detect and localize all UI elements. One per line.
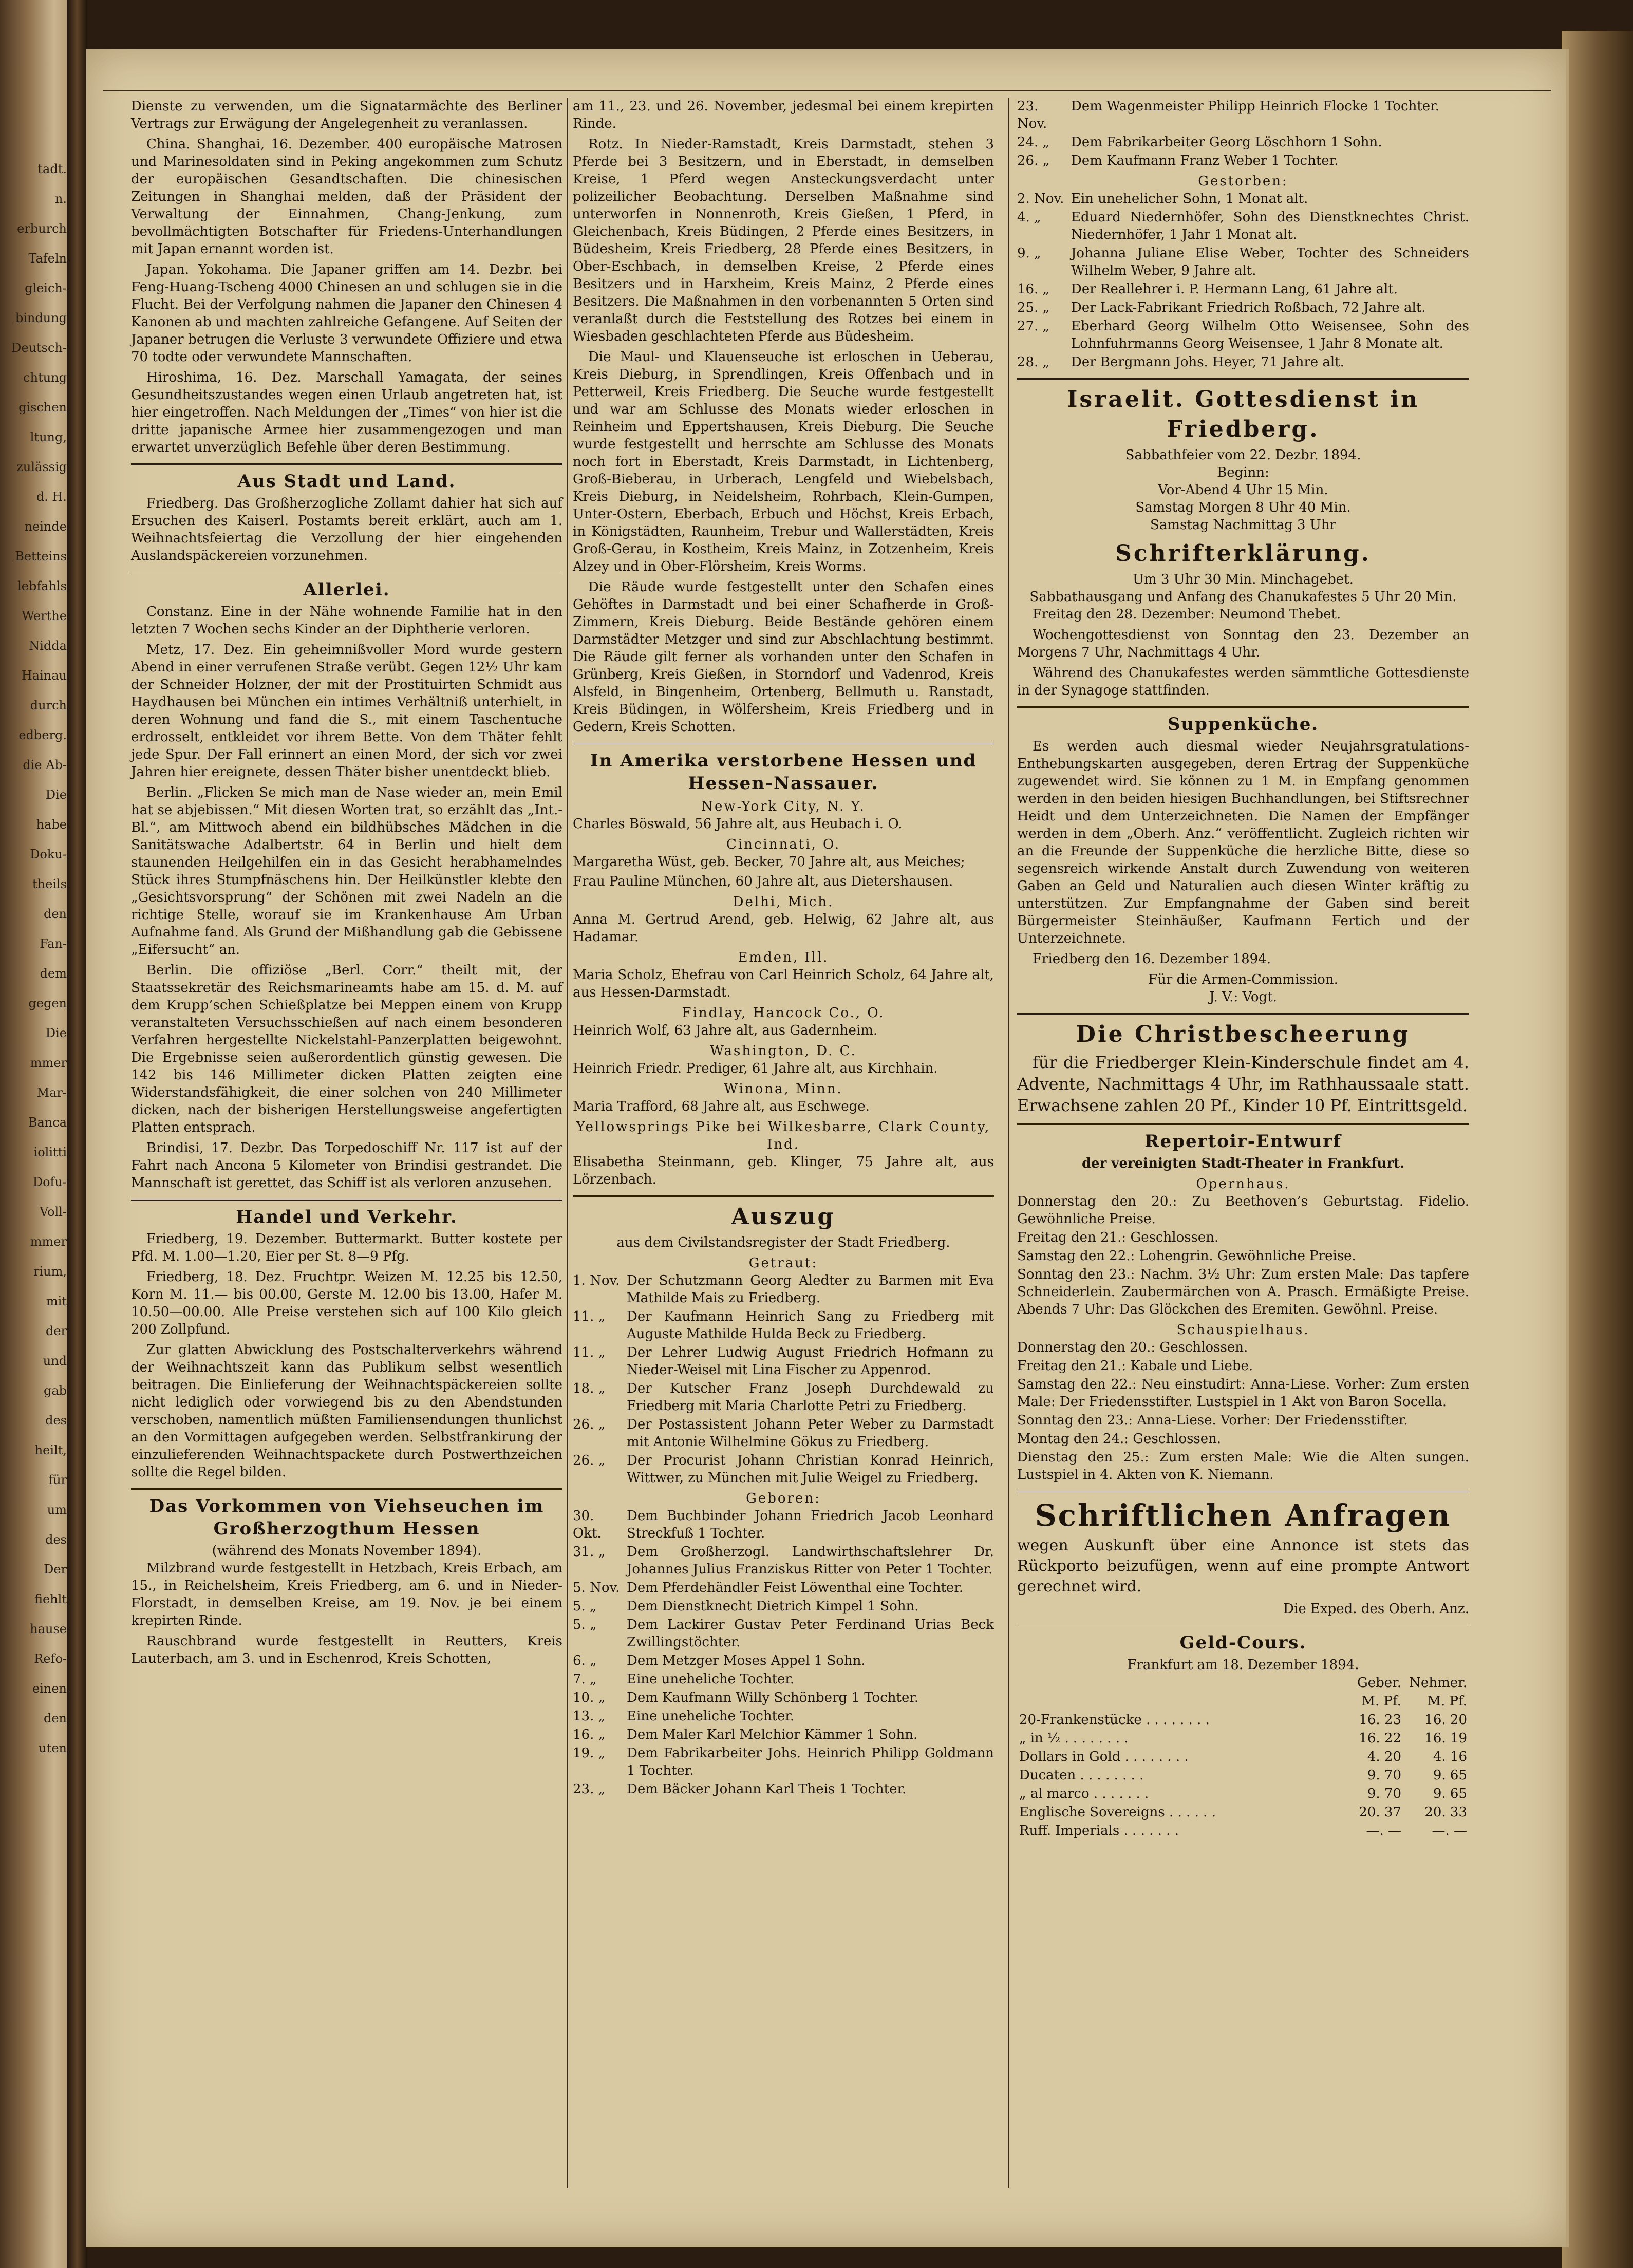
birth-record [573,1726,994,1744]
margin-fragment: habe [36,817,67,832]
section-heading: In Amerika verstorbene Hessen und Hessen-Nassauer. [590,751,977,794]
marriage-record [573,1416,994,1451]
announcement-signature: J. V.: Vogt. [1209,989,1277,1005]
column-header: M. Pf. [1427,1694,1467,1709]
obituary-entry: Heinrich Friedr. Prediger, 61 Jahre alt, aus Kirchhain. [573,1061,938,1076]
marriage-record [573,1380,994,1415]
section-heading: Repertoir-Entwurf [1144,1131,1342,1152]
margin-fragment: n. [54,192,67,206]
section-heading: Israelit. Gottesdienst in Friedberg. [1066,386,1420,442]
record-text: Dem Maler Karl Melchior Kämmer 1 Sohn. [627,1727,918,1742]
table-cell: 9. 70 [1367,1768,1401,1783]
margin-fragment: gischen [18,400,67,415]
city-name: Emden, Ill. [738,950,829,965]
obituary-entry: Charles Böswald, 56 Jahre alt, aus Heubach i. O. [573,816,903,832]
record-date: 13. „ [573,1709,606,1724]
table-cell: 4. 16 [1433,1749,1467,1765]
record-date: 26. „ [1017,153,1050,168]
table-cell: Englische Sovereigns . . . . . . [1019,1805,1216,1820]
birth-record [573,1652,994,1670]
divider [1017,1491,1469,1492]
announcement-text: wegen Auskunft über eine Annonce ist stets das Rückporto beizufügen, wenn auf eine prompte Antwort gerechnet wird. [1017,1536,1469,1596]
article-friedberg: Friedberg. Das Großherzogliche Zollamt dahier hat sich auf Ersuchen des Kaiserl. Postamts bereit erklärt, auch am 1. Weihnachtsfeiertag die Verzollung der hier eingehenden Auslandspäckereien vorzunehmen. [131,496,562,564]
table-cell: Dollars in Gold . . . . . . . . [1019,1749,1189,1765]
margin-fragment: uten [39,1741,67,1755]
article-rauschbrand: Rauschbrand wurde festgestellt in Reutters, Kreis Lauterbach, am 3. und in Eschenrod, Kreis Schotten, [131,1634,562,1666]
record-date: 9. „ [1017,246,1041,261]
margin-fragment: Banca [28,1115,67,1130]
margin-fragment: um [47,1503,67,1517]
record-date: 18. „ [573,1381,606,1396]
table-cell: 9. 65 [1433,1786,1467,1802]
record-text: Dem Großherzogl. Landwirthschaftslehrer Dr. Johannes Julius Franziskus Ritter von Peter 1 Tochter. [627,1544,994,1577]
death-record [1017,190,1469,208]
table-cell: —. — [1432,1823,1467,1839]
record-date: 28. „ [1017,354,1050,370]
margin-fragment: einen [32,1681,67,1696]
margin-fragment: gab [43,1383,67,1398]
obituary-entry: Anna M. Gertrud Arend, geb. Helwig, 62 Jahre alt, aus Hadamar. [573,912,994,945]
announcement-signature: Für die Armen-Commission. [1148,972,1338,987]
divider [1017,1123,1469,1125]
currency-table [1017,1674,1469,1840]
margin-fragment: Werthe [22,609,67,623]
record-text: Eberhard Georg Wilhelm Otto Weisensee, Sohn des Lohnfuhrmanns Georg Weisensee, 1 Jahr 8 Monate alt. [1071,318,1469,351]
schedule-entry: Samstag den 22.: Neu einstudirt: Anna-Liese. Vorher: Zum ersten Male: Der Friedensstifter. Lustspiel in 1 Akt von Baron Socella. [1017,1377,1469,1410]
article-maulseuche: Die Maul- und Klauenseuche ist erloschen in Ueberau, Kreis Dieburg, in Sprendlingen, Kreis Offenbach und in Petterweil, Kreis Friedberg. Die Seuche wurde festgestellt und war am Schlusse des Monats wieder erloschen in Reinheim und Eppertshausen, Kreis Dieburg. Die Seuche wurde festgestellt und herrschte am Schlusse des Monats noch fort in Eberstadt, Kreis Darmstadt, in Lichtenberg, Groß-Bieberau, in Urberach, Lengfeld und Wiebelsbach, Kreis Dieburg, in Neidelsheim, Rohrbach, Klein-Gumpen, Unter-Ostern, Eberbach, Erbuch und Höchst, Kreis Erbach, in Königstädten, Raunheim, Trebur und Wallerstädten, Kreis Groß-Gerau, in Kostheim, Kreis Mainz, in Zotzenheim, Kreis Alzey und in Ober-Flörsheim, Kreis Worms. [573,349,994,574]
left-page-fragments [0,154,71,1763]
schedule-entry: Montag den 24.: Geschlossen. [1017,1431,1222,1447]
service-line: Samstag Nachmittag 3 Uhr [1150,517,1336,533]
record-text: Johanna Juliane Elise Weber, Tochter des Schneiders Wilhelm Weber, 9 Jahre alt. [1071,246,1469,278]
table-header [1017,1692,1469,1711]
divider [1017,1625,1469,1626]
service-line: Freitag den 28. Dezember: Neumond Thebet. [1033,607,1341,622]
margin-fragment: den [43,1711,67,1726]
table-row [1017,1711,1469,1729]
article-post: Zur glatten Abwicklung des Postschalterverkehrs während der Weihnachtszeit kann das Publikum selbst wesentlich beitragen. Die Einlieferung der Weihnachtspäckereien sollte nicht lediglich oder vorwiegend bis zu den Abendstunden verschoben, namentlich müßten Familiensendungen thunlichst an den Vormittagen aufgegeben werden. Selbstfrankirung der einzulieferenden Weihnachtspackete durch Postwerthzeichen sollte die Regel bilden. [131,1342,562,1480]
theatre-schedule [1017,1339,1469,1484]
section-subheading: Frankfurt am 18. Dezember 1894. [1127,1657,1359,1673]
schedule-entry: Samstag den 22.: Lohengrin. Gewöhnliche Preise. [1017,1248,1356,1264]
service-line: Um 3 Uhr 30 Min. Minchagebet. [1133,572,1354,587]
death-record [1017,317,1469,352]
column-rule-1 [567,98,568,2188]
margin-fragment: für [48,1473,67,1487]
margin-fragment: zulässig [16,460,67,474]
divider [131,1199,562,1201]
margin-fragment: neinde [24,519,67,534]
service-line: Während des Chanukafestes werden sämmtliche Gottesdienste in der Synagoge stattfinden. [1017,665,1469,698]
section-subheading: aus dem Civilstandsregister der Stadt Friedberg. [616,1235,950,1250]
city-name: Findlay, Hancock Co., O. [682,1005,885,1021]
obituary-entry: Frau Pauline München, 60 Jahre alt, aus Dietershausen. [573,874,953,889]
table-cell: Ducaten . . . . . . . . [1019,1768,1144,1783]
record-date: 24. „ [1017,135,1050,150]
record-text: Dem Kaufmann Willy Schönberg 1 Tochter. [627,1690,919,1705]
marriage-record [573,1308,994,1343]
margin-fragment: rium, [33,1264,67,1279]
book-gutter [67,0,87,2268]
record-date: 1. Nov. [573,1273,620,1288]
record-date: 11. „ [573,1309,606,1324]
record-date: 5. „ [573,1617,597,1633]
obituary-entry: Elisabetha Steinmann, geb. Klinger, 75 Jahre alt, aus Lörzenbach. [573,1154,994,1187]
birth-record [573,1507,994,1542]
table-cell: 9. 70 [1367,1786,1401,1802]
section-heading: Aus Stadt und Land. [237,471,456,492]
table-cell: „ in ½ . . . . . . . . [1019,1731,1129,1746]
record-text: Dem Bäcker Johann Karl Theis 1 Tochter. [627,1782,907,1797]
record-text: Dem Buchbinder Johann Friedrich Jacob Leonhard Streckfuß 1 Tochter. [627,1508,994,1541]
record-date: 19. „ [573,1746,606,1761]
record-text: Der Bergmann Johs. Heyer, 71 Jahre alt. [1071,354,1344,370]
schedule-entry: Sonntag den 23.: Nachm. 3½ Uhr: Zum ersten Male: Das tapfere Schneiderlein. Zaubermärchen von A. Prasch. Ermäßigte Preise. Abends 7 Uhr: Das Glöckchen des Eremiten. Gewöhnl. Preise. [1017,1267,1469,1317]
record-date: 26. „ [573,1453,606,1468]
margin-fragment: die Ab- [23,758,67,772]
death-record [1017,245,1469,279]
schedule-entry: Freitag den 21.: Kabale und Liebe. [1017,1358,1253,1374]
record-date: 16. „ [1017,282,1050,297]
table-cell: 16. 19 [1424,1731,1467,1746]
table-cell: 20. 37 [1359,1805,1401,1820]
birth-record [573,1598,994,1615]
margin-fragment: hause [30,1622,67,1636]
register-label: Geboren: [746,1491,821,1506]
table-cell: 16. 23 [1359,1712,1401,1728]
record-date: 11. „ [573,1345,606,1360]
table-cell: 20-Frankenstücke . . . . . . . . [1019,1712,1210,1728]
article-constanz: Constanz. Eine in der Nähe wohnende Familie hat in den letzten 7 Wochen sechs Kinder an der Diphtherie verloren. [131,604,562,637]
article-milzbrand: Milzbrand wurde festgestellt in Hetzbach, Kreis Erbach, am 15., in Reichelsheim, Kreis Friedberg, am 6. und in Nieder-Florstadt, in demselben Kreise, am 19. Nov. je bei einem krepirten Rinde. [131,1561,562,1628]
service-line: Wochengottesdienst von Sonntag den 23. Dezember an Morgens 7 Uhr, Nachmittags 4 Uhr. [1017,627,1469,660]
margin-fragment: mmer [30,1234,67,1249]
record-text: Dem Kaufmann Franz Weber 1 Tochter. [1071,153,1339,168]
margin-fragment: und [43,1354,67,1368]
table-cell: „ al marco . . . . . . . [1019,1786,1149,1802]
margin-fragment: mit [46,1294,67,1308]
obituary-entry: Heinrich Wolf, 63 Jahre alt, aus Gadernheim. [573,1023,878,1038]
market-butter: Friedberg, 19. Dezember. Buttermarkt. Butter kostete per Pfd. M. 1.00—1.20, Eier per St. 8—9 Pfg. [131,1231,562,1264]
record-text: Eduard Niedernhöfer, Sohn des Dienstknechtes Christ. Niedernhöfer, 1 Jahr 1 Monat alt. [1071,210,1469,242]
city-name: Yellowsprings Pike bei Wilkesbarre, Clark County, Ind. [576,1119,991,1152]
birth-record [1017,98,1469,133]
margin-fragment: erburch [17,221,67,236]
death-list [1017,190,1469,371]
margin-fragment: gegen [28,996,67,1010]
schedule-entry: Freitag den 21.: Geschlossen. [1017,1230,1219,1245]
column-rule-2 [1008,98,1009,2188]
section-heading: Schriftlichen Anfragen [1035,1498,1452,1533]
margin-fragment: mmer [30,1056,67,1070]
city-name: New-York City, N. Y. [701,799,866,814]
death-record [1017,280,1469,298]
venue-name: Schauspielhaus. [1176,1322,1310,1338]
table-cell: 4. 20 [1367,1749,1401,1765]
table-row [1017,1822,1469,1840]
margin-fragment: Tafeln [28,251,67,266]
birth-list [1017,98,1469,170]
margin-fragment: durch [30,698,67,713]
announcement-date: Friedberg den 16. Dezember 1894. [1033,951,1271,967]
column-3 [1017,98,1469,1840]
record-text: Eine uneheliche Tochter. [627,1709,795,1724]
article-text: Dienste zu verwenden, um die Signatarmächte des Berliner Vertrags zur Erwägung der Angelegenheit zu veranlassen. [131,99,562,132]
record-date: 26. „ [573,1417,606,1432]
record-date: 31. „ [573,1544,606,1560]
record-date: 2. Nov. [1017,191,1064,207]
record-text: Der Reallehrer i. P. Hermann Lang, 61 Jahre alt. [1071,282,1398,297]
article-rotz: Rotz. In Nieder-Ramstadt, Kreis Darmstadt, stehen 3 Pferde bei 3 Besitzern, und in Eberstadt, in demselben Kreise, 1 Pferd wegen Ansteckungsverdacht unter polizeilicher Beobachtung. Derselben Maßnahme sind unterworfen in Nonnenroth, Kreis Gießen, 1 Pferd, in Gleichenbach, Kreis Büdingen, 2 Pferde eines Besitzers, in Büdesheim, Kreis Friedberg, 28 Pferde eines Besitzers, in Ober-Eschbach, in demselben Kreise, 2 Pferde eines Besitzers und in Harxheim, Kreis Mainz, 2 Pferde eines Besitzers. Die Maßnahmen in den vorbenannten 5 Orten sind veranlaßt durch die Feststellung des Rotzes bei einem in Wiesbaden geschlachteten Pferde aus Büdesheim. [573,137,994,344]
birth-record [1017,134,1469,151]
register-label: Gestorben: [1198,174,1288,189]
margin-fragment: Nidda [29,639,67,653]
divider [1017,706,1469,708]
register-label: Getraut: [748,1255,818,1271]
record-date: 30. Okt. [573,1508,602,1541]
record-text: Dem Lackirer Gustav Peter Ferdinand Urias Beck Zwillingstöchter. [627,1617,994,1650]
record-text: Der Lehrer Ludwig August Friedrich Hofmann zu Nieder-Weisel mit Lina Fischer zu Appenrod. [627,1345,994,1378]
record-date: 23. Nov. [1017,99,1047,132]
record-text: Der Kutscher Franz Joseph Durchdewald zu Friedberg mit Maria Charlotte Petri zu Friedberg. [627,1381,994,1414]
table-cell: Ruff. Imperials . . . . . . . [1019,1823,1179,1839]
section-heading: Suppenküche. [1167,714,1319,735]
birth-record [573,1579,994,1597]
table-row [1017,1803,1469,1822]
table-cell: 20. 33 [1424,1805,1467,1820]
margin-fragment: Doku- [30,847,67,861]
record-text: Dem Metzger Moses Appel 1 Sohn. [627,1653,866,1669]
birth-record [573,1689,994,1707]
record-date: 5. „ [573,1599,597,1614]
schedule-entry: Donnerstag den 20.: Geschlossen. [1017,1340,1248,1355]
marriage-list [573,1272,994,1487]
city-name: Cincinnati, O. [726,837,841,852]
section-heading: Allerlei. [303,579,390,600]
article-brindisi: Brindisi, 17. Dezbr. Das Torpedoschiff Nr. 117 ist auf der Fahrt nach Ancona 5 Kilometer von Brindisi gestrandet. Die Mannschaft ist gerettet, das Schiff ist als verloren anzusehen. [131,1140,562,1191]
margin-fragment: iolitti [33,1145,67,1159]
section-heading: Die Christbescheerung [1076,1021,1411,1047]
margin-fragment: gleich- [25,281,67,295]
birth-record [573,1671,994,1688]
record-text: Der Postassistent Johann Peter Weber zu Darmstadt mit Antonie Wilhelmine Gökus zu Friedberg. [627,1417,994,1450]
article-berlin-1: Berlin. „Flicken Se mich man de Nase wieder an, mein Emil hat se abjebissen.“ Mit diesen Worten trat, so erzählt das „Int.-Bl.“, am Mittwoch abend ein bildhübsches Mädchen in die Sanitätswache Adalbertstr. 64 in Berlin und hielt dem staunenden Heilgehilfen ein in das Gesicht herabhamelndes Stück ihres Stumpfnäschens hin. Der Heilkünstler klebte den „Gesichtsvorsprung“ der Schönen mit zwei Nadeln an die richtige Stelle, worauf sie im Krankenhause Am Urban Aufnahme fand. Als Grund der Mißhandlung gab die Gebissene „Eifersucht“ an. [131,785,562,958]
table-row [1017,1785,1469,1803]
margin-fragment: Deutsch- [11,341,67,355]
margin-fragment: Voll- [39,1205,67,1219]
article-text: am 11., 23. und 26. November, jedesmal bei einem krepirten Rinde. [573,99,994,132]
margin-fragment: fiehlt [34,1592,67,1606]
schedule-entry: Sonntag den 23.: Anna-Liese. Vorher: Der Friedensstifter. [1017,1413,1408,1428]
opera-schedule [1017,1193,1469,1318]
birth-list [573,1507,994,1798]
margin-fragment: Die [45,1026,67,1040]
table-row [1017,1748,1469,1766]
section-subheading: (während des Monats November 1894). [212,1543,482,1559]
margin-fragment: des [45,1532,67,1547]
column-header: Nehmer. [1409,1675,1467,1691]
margin-fragment: der [45,1324,67,1338]
record-text: Der Schutzmann Georg Aledter zu Barmen mit Eva Mathilde Mais zu Friedberg. [627,1273,994,1306]
table-row [1017,1729,1469,1748]
announcement-text: Es werden auch diesmal wieder Neujahrsgratulations-Enthebungskarten ausgegeben, deren Ertrag der Suppenküche zugewendet wird. Sie können zu 1 M. in Empfang genommen werden in den beiden hiesigen Buchhandlungen, bei Stiftsrechner Heidt und dem Unterzeichneten. Die Namen der Empfänger werden in dem „Oberh. Anz.“ veröffentlicht. Zugleich richten wir an die Freunde der Suppenküche die herzliche Bitte, diese so segensreich wirkende Anstalt durch Zuwendung von weiteren Gaben an Geld und Naturalien auch diesen Winter kräftig zu unterstützen. Zur Empfangnahme der Gaben sind bereit Bürgermeister Steinhäußer, Kaufmann Fertich und der Unterzeichnete. [1017,739,1469,946]
divider [1017,378,1469,380]
birth-record [573,1543,994,1578]
divider [1017,1013,1469,1015]
margin-fragment: Dofu- [32,1175,67,1189]
record-text: Dem Dienstknecht Dietrich Kimpel 1 Sohn. [627,1599,919,1614]
marriage-record [573,1344,994,1379]
service-line: Beginn: [1217,465,1269,480]
record-date: 25. „ [1017,300,1050,315]
record-date: 16. „ [573,1727,606,1742]
table-header [1017,1674,1469,1692]
marriage-record [573,1272,994,1307]
divider [131,1488,562,1490]
record-date: 4. „ [1017,210,1041,225]
record-date: 27. „ [1017,318,1050,334]
margin-fragment: d. H. [36,490,67,504]
margin-fragment: Hainau [21,668,67,683]
schedule-entry: Dienstag den 25.: Zum ersten Male: Wie die Alten sungen. Lustspiel in 4. Akten von K. Niemann. [1017,1450,1469,1483]
service-line: Samstag Morgen 8 Uhr 40 Min. [1135,500,1351,515]
article-berlin-2: Berlin. Die offiziöse „Berl. Corr.“ theilt mit, der Staatssekretär des Reichsmarineamts habe am 15. d. M. auf dem Krupp’schen Schießplatze bei Meppen einem von Krupp veranstalteten Versuchsschießen auf nach einem besonderen Verfahren hergestellte Nickelstahl-Panzerplatten beigewohnt. Die Ergebnisse seien außerordentlich günstig gewesen. Die 142 bis 146 Millimeter dicken Platten zeigten eine Widerstandsfähigkeit, die einer solchen von 240 Millimeter dicken, nach der bisherigen Herstellungsweise angefertigten Platten entsprach. [131,963,562,1135]
table-cell: 16. 22 [1359,1731,1401,1746]
record-text: Eine uneheliche Tochter. [627,1672,795,1687]
table-cell: 9. 65 [1433,1768,1467,1783]
section-heading: Schrifterklärung. [1115,540,1371,567]
margin-fragment: Die [45,788,67,802]
record-date: 6. „ [573,1653,597,1669]
schedule-entry: Donnerstag den 20.: Zu Beethoven’s Geburtstag. Fidelio. Gewöhnliche Preise. [1017,1194,1469,1227]
marriage-record [573,1452,994,1487]
margin-fragment: lebfahls [17,579,67,593]
record-text: Dem Pferdehändler Feist Löwenthal eine Tochter. [627,1580,964,1596]
margin-fragment: Refo- [34,1652,67,1666]
article-raeude: Die Räude wurde festgestellt unter den Schafen eines Gehöftes in Darmstadt und bei einer Schafherde in Groß-Zimmern, Kreis Dieburg. Beide Bestände gehören einem Darmstädter Metzger und sind zur Abschlachtung bestimmt. Die Räude gilt ferner als vorhanden unter den Schafen in Grünberg, Kreis Gießen, in Storndorf und Vadenrod, Kreis Alsfeld, in Bingenheim, Ortenberg, Bellmuth u. Ranstadt, Kreis Büdingen, in Wölfersheim, Kreis Friedberg und in Gedern, Kreis Schotten. [573,579,994,735]
table-cell: —. — [1366,1823,1401,1839]
article-china: China. Shanghai, 16. Dezember. 400 europäische Matrosen und Marinesoldaten sind in Peking angekommen zum Schutz der europäischen Gesandtschaften. Die chinesischen Zeitungen in Shanghai melden, daß der Präsident der Verwaltung der Einnahmen, Chang-Jenkung, zum bevollmächtigten Botschafter für Friedens-Unterhandlungen mit Japan ernannt worden ist. [131,137,562,257]
announcement-signature: Die Exped. des Oberh. Anz. [1283,1601,1469,1617]
divider [573,743,994,744]
margin-fragment: ltung, [30,430,67,444]
margin-fragment: Fan- [40,936,67,951]
margin-fragment: tadt. [37,162,67,176]
article-hiroshima: Hiroshima, 16. Dez. Marschall Yamagata, der seines Gesundheitszustandes wegen einen Urlaub angetreten hat, ist hier eingetroffen. Nach Meldungen der „Times“ von hier ist die dritte japanische Armee hier zusammengezogen und man erwartet unverzüglich Befehle über deren Bestimmung. [131,370,562,455]
column-1 [131,98,562,1671]
record-date: 10. „ [573,1690,606,1705]
record-text: Der Lack-Fabrikant Friedrich Roßbach, 72 Jahre alt. [1071,300,1426,315]
record-date: 23. „ [573,1782,606,1797]
service-line: Sabbathausgang und Anfang des Chanukafestes 5 Uhr 20 Min. [1029,589,1457,605]
section-heading: Handel und Verkehr. [236,1207,458,1227]
divider [131,463,562,465]
margin-fragment: heilt, [34,1443,67,1457]
margin-fragment: Der [44,1562,67,1577]
column-header: Geber. [1357,1675,1401,1691]
birth-record [573,1708,994,1725]
obituary-entry: Margaretha Wüst, geb. Becker, 70 Jahre alt, aus Meiches; [573,854,965,870]
record-text: Der Kaufmann Heinrich Sang zu Friedberg mit Auguste Mathilde Hulda Beck zu Friedberg. [627,1309,994,1342]
section-subheading: der vereinigten Stadt-Theater in Frankfurt. [1081,1156,1405,1171]
column-2 [573,98,994,1799]
record-date: 5. Nov. [573,1580,620,1596]
record-text: Dem Fabrikarbeiter Johs. Heinrich Philipp Goldmann 1 Tochter. [627,1746,994,1778]
margin-fragment: Mar- [36,1085,67,1100]
margin-fragment: bindung [15,311,67,325]
top-rule [103,90,1551,91]
margin-fragment: den [43,907,67,921]
article-metz: Metz, 17. Dez. Ein geheimnißvoller Mord wurde gestern Abend in einer verrufenen Straße verübt. Gegen 12½ Uhr kam der Schneider Holzner, der mit der Prostituirten Schmidt aus Haydhausen bei München ein intimes Verhältniß unterhielt, in deren Wohnung und fand die S., mit einem Taschentuche erdrosselt, entkleidet vor ihrem Bette. Von dem Thäter fehlt jede Spur. Der Fall erinnert an einen Mord, der sich vor zwei Jahren hier ereignete, dessen Thäter bisher unentdeckt blieb. [131,642,562,780]
city-name: Delhi, Mich. [733,894,834,910]
record-text: Dem Wagenmeister Philipp Heinrich Flocke 1 Tochter. [1071,99,1440,114]
margin-fragment: chtung [23,370,67,385]
article-japan: Japan. Yokohama. Die Japaner griffen am 14. Dezbr. bei Feng-Huang-Tscheng 4000 Chinesen an und schlugen sie in die Flucht. Bei der Verfolgung nahmen die Japaner den Chinesen 4 Kanonen ab und machten zahlreiche Gefangene. Auf Seiten der Japaner betrugen die Verluste 3 verwundete Offiziere und etwa 70 todte oder verwundete Mannschaften. [131,262,562,365]
obituary-entry: Maria Scholz, Ehefrau von Carl Heinrich Scholz, 64 Jahre alt, aus Hessen-Darmstadt. [573,967,994,1000]
city-name: Winona, Minn. [724,1081,843,1097]
margin-fragment: Betteins [15,549,67,564]
margin-fragment: theils [32,877,67,891]
record-text: Dem Fabrikarbeiter Georg Löschhorn 1 Sohn. [1071,135,1382,150]
divider [131,572,562,573]
death-record [1017,209,1469,243]
death-record [1017,299,1469,316]
announcement-text: für die Friedberger Klein-Kinderschule findet am 4. Advente, Nachmittags 4 Uhr, im Rathhaussaale statt. Erwachsene zahlen 20 Pf., Kinder 10 Pf. Eintrittsgeld. [1017,1053,1469,1115]
right-page-edge [1562,31,1633,2268]
service-line: Sabbathfeier vom 22. Dezbr. 1894. [1125,447,1361,463]
death-record [1017,353,1469,371]
margin-fragment: des [45,1413,67,1428]
venue-name: Opernhaus. [1196,1176,1290,1192]
table-row [1017,1766,1469,1785]
divider [573,1195,994,1197]
record-text: Ein unehelicher Sohn, 1 Monat alt. [1071,191,1308,207]
section-heading: Geld-Cours. [1179,1633,1307,1653]
table-cell: 16. 20 [1424,1712,1467,1728]
margin-fragment: edberg. [18,728,67,742]
record-text: Der Procurist Johann Christian Konrad Heinrich, Wittwer, zu München mit Julie Weigel zu Friedberg. [627,1453,994,1486]
service-line: Vor-Abend 4 Uhr 15 Min. [1158,482,1328,498]
margin-fragment: dem [40,966,67,981]
column-header: M. Pf. [1361,1694,1401,1709]
birth-record [573,1745,994,1779]
section-heading: Das Vorkommen von Viehseuchen im Großherzogthum Hessen [149,1496,545,1539]
birth-record [573,1780,994,1798]
city-name: Washington, D. C. [710,1043,857,1059]
birth-record [573,1616,994,1651]
birth-record [1017,152,1469,170]
obituary-entry: Maria Trafford, 68 Jahre alt, aus Eschwege. [573,1099,870,1114]
market-fruit: Friedberg, 18. Dez. Fruchtpr. Weizen M. 12.25 bis 12.50, Korn M. 11.— bis 00.00, Gerste M. 12.00 bis 13.00, Hafer M. 10.50—00.00. Alle Preise verstehen sich auf 100 Kilo gleich 200 Zollpfund. [131,1269,562,1337]
section-heading: Auszug [731,1204,836,1230]
record-date: 7. „ [573,1672,597,1687]
